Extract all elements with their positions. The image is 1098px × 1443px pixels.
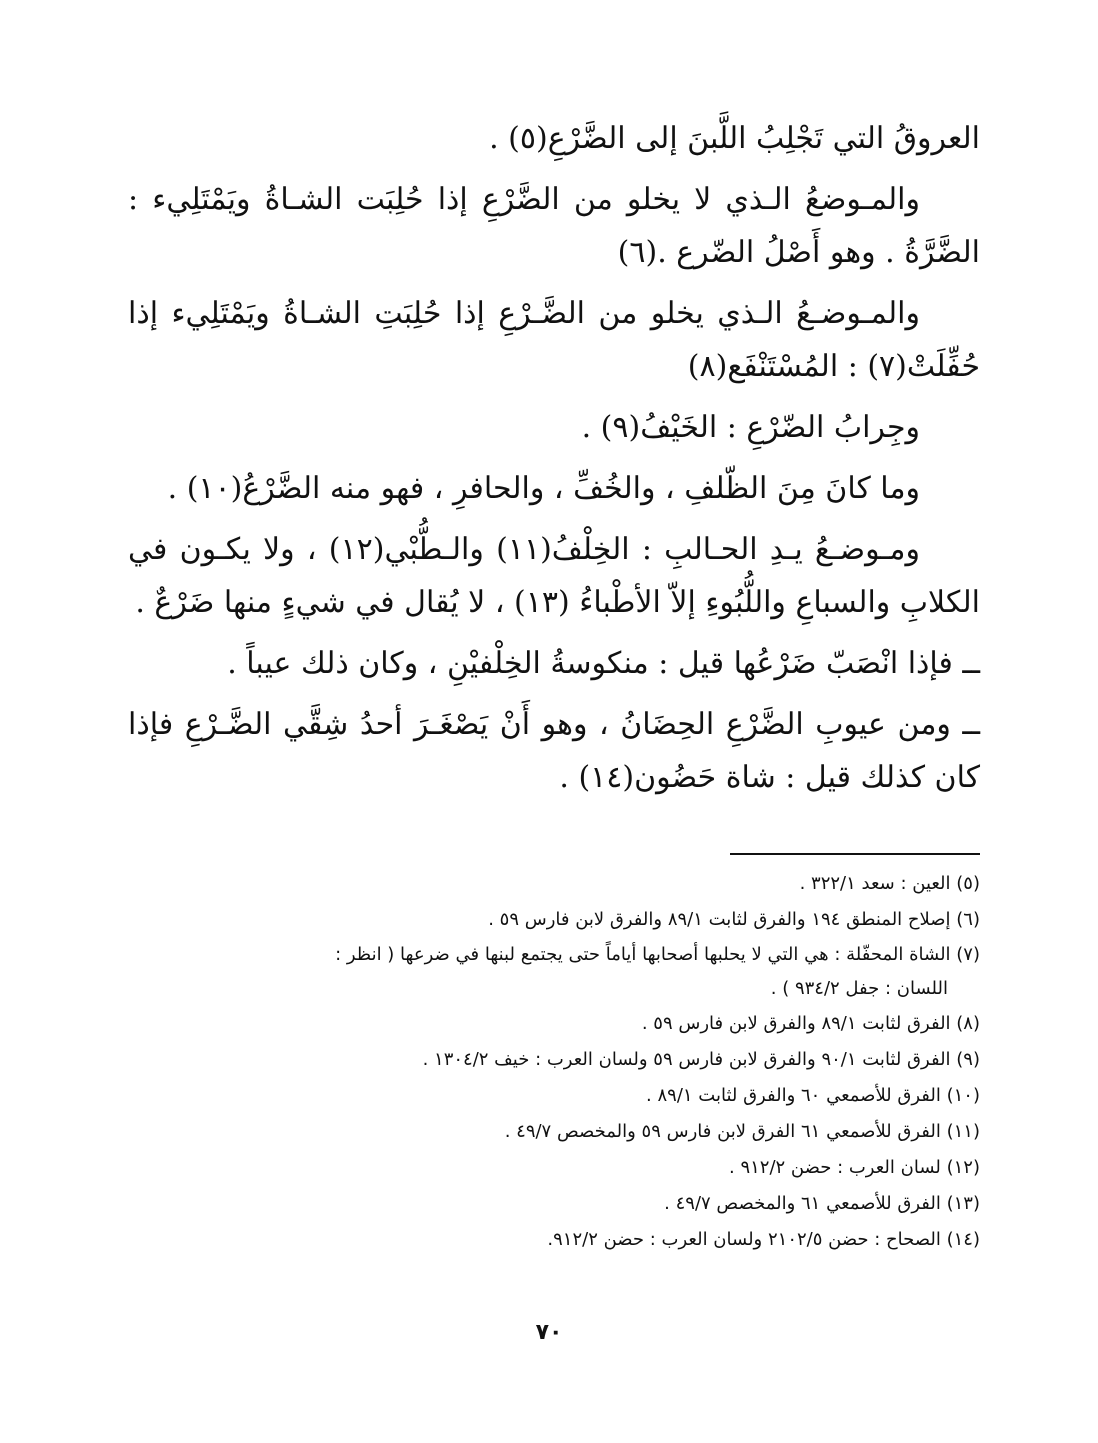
- footnote-separator: [730, 853, 980, 855]
- paragraph-udder-veins: العروقُ التي تَجْلِبُ اللَّبنَ إلى الضَّرْعِ(٥) .: [489, 121, 980, 156]
- page-number: ٧٠: [535, 1320, 563, 1345]
- footnote-8: (٨) الفرق لثابت ٨٩/١ والفرق لابن فارس ٥٩ .: [641, 1013, 980, 1034]
- footnote-9: (٩) الفرق لثابت ٩٠/١ والفرق لابن فارس ٥٩ ولسان العرب : خيف ١٣٠٤/٢ .: [422, 1049, 980, 1070]
- paragraph-zilf-khuff: وما كانَ مِنَ الظّلفِ ، والخُفِّ ، والحافرِ ، فهو منه الضَّرْعُ(١٠) .: [167, 471, 920, 506]
- footnotes: [128, 866, 980, 1258]
- footnote-6: (٦) إصلاح المنطق ١٩٤ والفرق لثابت ٨٩/١ والفرق لابن فارس ٥٩ .: [488, 909, 980, 930]
- footnote-7: [128, 938, 980, 1006]
- footnote-13: (١٣) الفرق للأصمعي ٦١ والمخصص ٤٩/٧ .: [664, 1193, 980, 1214]
- footnote-7-continuation: اللسان : جفل ٩٣٤/٢ ) .: [770, 978, 948, 999]
- footnote-10: (١٠) الفرق للأصمعي ٦٠ والفرق لثابت ٨٩/١ .: [646, 1085, 980, 1106]
- paragraph-hidan: ــ ومن عيوبِ الضَّرْعِ الحِضَانُ ، وهو أَنْ يَصْغَـرَ أحدُ شِقَّي الضَّـرْعِ فإذا كان كذلك قيل : شاة حَضُون(١٤) .: [128, 707, 980, 795]
- paragraph-durrah: والمـوضعُ الـذي لا يخلو من الضَّرْعِ إذا حُلِبَت الشـاةُ ويَمْتَلِيء : الضَّرَّةُ . وهو أَصْلُ الضّرع .(٦): [128, 182, 980, 270]
- footnote-14: (١٤) الصحاح : حضن ٢١٠٢/٥ ولسان العرب : حضن ٩١٢/٢.: [547, 1229, 980, 1250]
- footnote-12: (١٢) لسان العرب : حضن ٩١٢/٢ .: [728, 1157, 980, 1178]
- paragraph-mankusa: ــ فإذا انْصَبّ ضَرْعُها قيل : منكوسةُ الخِلْفيْنِ ، وكان ذلك عيباً .: [227, 646, 980, 681]
- paragraph-khilf-tubi: ومـوضـعُ يـدِ الحـالبِ : الخِلْفُ(١١) والـطُّبْي(١٢) ، ولا يكـون في الكلابِ والسباعِ واللُّبُوءِ إلاّ الأطْباءُ (١٣) ، لا يُقال في شيءٍ منها ضَرْعٌ .: [128, 532, 980, 620]
- footnote-11: (١١) الفرق للأصمعي ٦١ الفرق لابن فارس ٥٩ والمخصص ٤٩/٧ .: [504, 1121, 980, 1142]
- main-text: [128, 112, 980, 812]
- footnote-7-text: (٧) الشاة المحفّلة : هي التي لا يحلبها أصحابها أياماً حتى يجتمع لبنها في ضرعها ( انظر :: [335, 944, 980, 965]
- paragraph-khayf: وجِرابُ الضّرْعِ : الخَيْفُ(٩) .: [581, 410, 920, 445]
- footnote-5: (٥) العين : سعد ٣٢٢/١ .: [799, 873, 980, 894]
- paragraph-mustanfa: والمـوضـعُ الـذي يخلو من الضَّـرْعِ إذا حُلِبَتِ الشـاةُ ويَمْتَلِيء إذا حُفِّلَتْ(٧) : المُسْتَنْفَع(٨): [128, 296, 980, 384]
